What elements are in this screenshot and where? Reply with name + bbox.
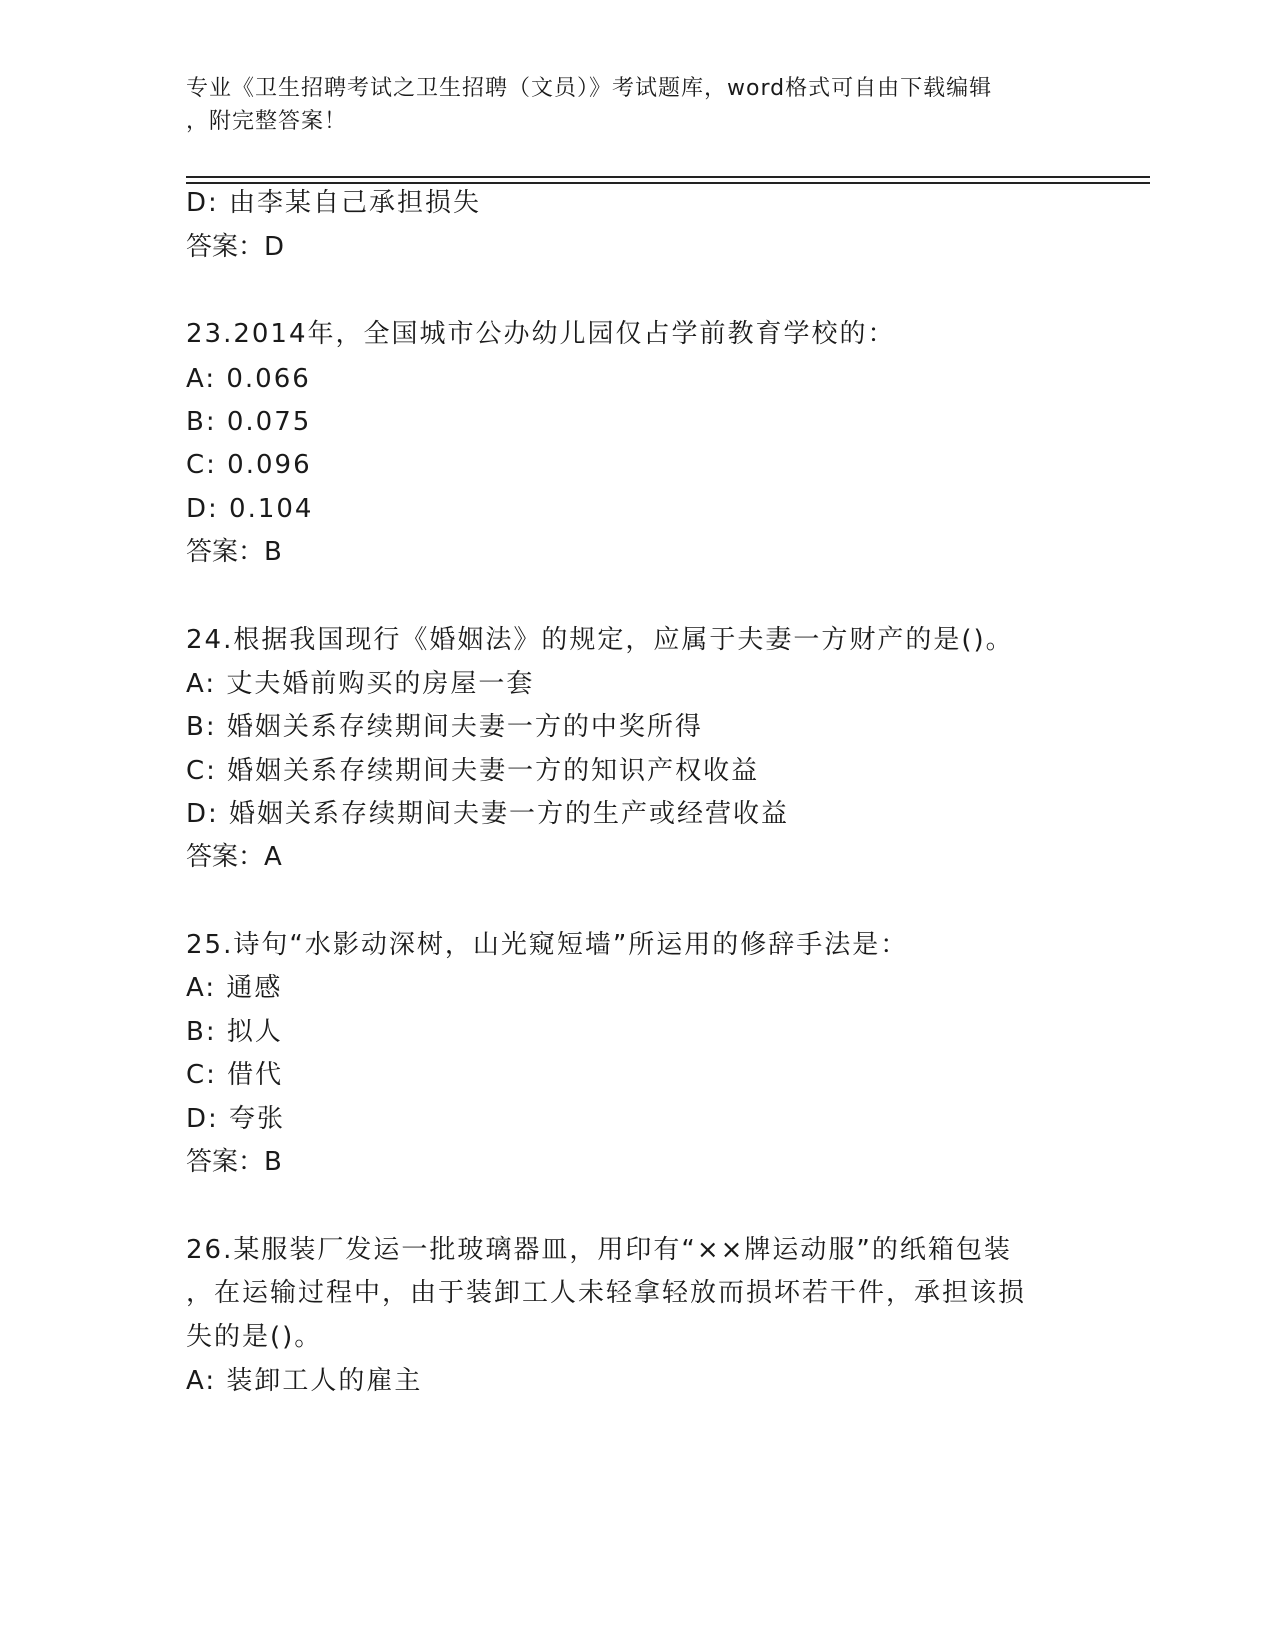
q26-stem-line-3: 失的是()。 — [186, 1322, 323, 1352]
q25-option-a: A: 通感 — [186, 973, 283, 1003]
q24-option-c: C: 婚姻关系存续期间夫妻一方的知识产权收益 — [186, 756, 760, 786]
prev-answer: 答案：D — [186, 232, 285, 262]
q23-option-c: C: 0.096 — [186, 450, 312, 480]
q26-stem-line-1: 26.某服装厂发运一批玻璃器皿，用印有“××牌运动服”的纸箱包装 — [186, 1235, 1012, 1265]
header-divider-top — [186, 176, 1150, 178]
q24-option-b: B: 婚姻关系存续期间夫妻一方的中奖所得 — [186, 712, 703, 742]
prev-option-d: D: 由李某自己承担损失 — [186, 188, 482, 218]
q23-answer: 答案：B — [186, 537, 282, 567]
q23-option-a: A: 0.066 — [186, 364, 311, 394]
q25-option-c: C: 借代 — [186, 1060, 284, 1090]
q24-stem: 24.根据我国现行《婚姻法》的规定，应属于夫妻一方财产的是()。 — [186, 625, 1014, 655]
header-line-2: ，附完整答案！ — [186, 109, 348, 134]
q24-option-d: D: 婚姻关系存续期间夫妻一方的生产或经营收益 — [186, 799, 790, 829]
q23-option-b: B: 0.075 — [186, 407, 312, 437]
header-divider-bottom — [186, 182, 1150, 184]
q24-option-a: A: 丈夫婚前购买的房屋一套 — [186, 669, 535, 699]
q26-option-a: A: 装卸工人的雇主 — [186, 1366, 423, 1396]
q26-stem-line-2: ，在运输过程中，由于装卸工人未轻拿轻放而损坏若干件，承担该损 — [186, 1278, 1027, 1308]
header-line-1: 专业《卫生招聘考试之卫生招聘（文员）》考试题库，word格式可自由下载编辑 — [186, 76, 993, 101]
document-header — [186, 72, 1066, 138]
q23-option-d: D: 0.104 — [186, 494, 314, 524]
q25-option-d: D: 夸张 — [186, 1104, 286, 1134]
q25-answer: 答案：B — [186, 1147, 282, 1177]
q25-option-b: B: 拟人 — [186, 1017, 283, 1047]
q24-answer: 答案：A — [186, 842, 282, 872]
q23-stem: 23.2014年，全国城市公办幼儿园仅占学前教育学校的： — [186, 319, 896, 349]
q25-stem: 25.诗句“水影动深树，山光窥短墙”所运用的修辞手法是： — [186, 930, 909, 960]
